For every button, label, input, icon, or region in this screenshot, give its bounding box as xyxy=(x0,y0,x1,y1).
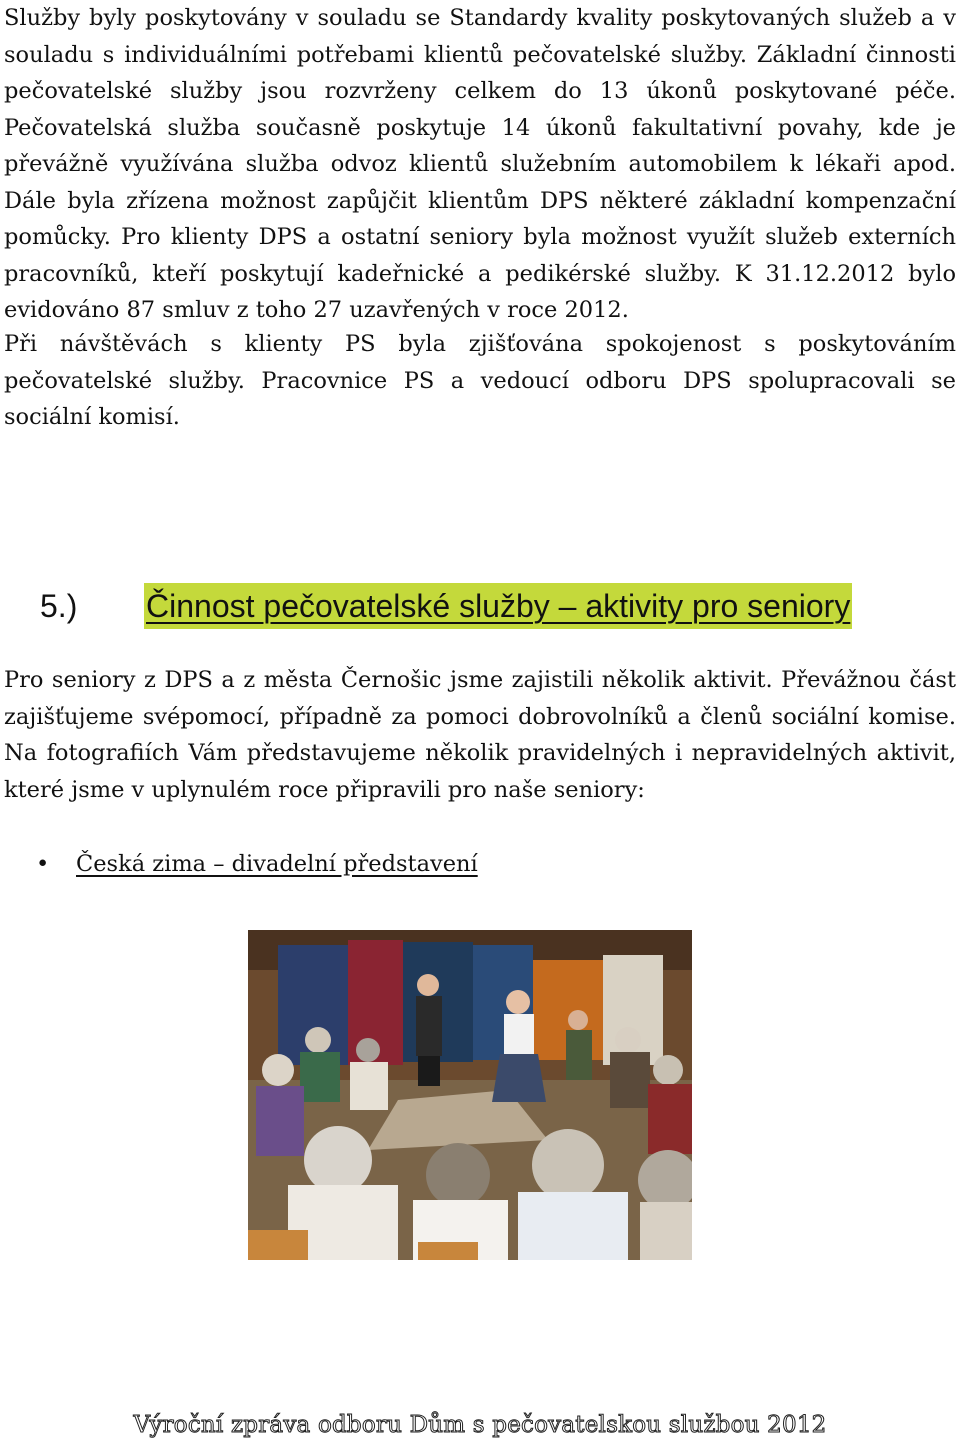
section-number: 5.) xyxy=(40,588,78,624)
intro-paragraph: Služby byly poskytovány v souladu se Standardy kvality poskytovaných služeb a v souladu s individuálními potřebami klientů pečovatelské služby. Základní činnosti pečovatelské služby jsou rozvrženy celkem do 13 úkonů poskytované péče. Pečovatelská služba současně poskytuje 14 úkonů fakultativní povahy, kde je převážně využívána služba odvoz klientů služebním automobilem k lékaři apod. Dále byla zřízena možnost zapůjčit klientům DPS některé základní kompenzační pomůcky. Pro klienty DPS a ostatní seniory byla možnost využít služeb externích pracovníků, kteří poskytují kadeřnické a pedikérské služby. K 31.12.2012 bylo evidováno 87 smluv z toho 27 uzavřených v roce 2012. xyxy=(4,5,956,323)
bullet-list-item xyxy=(36,846,478,882)
section-heading xyxy=(40,583,940,629)
bullet-icon: • xyxy=(36,851,50,877)
page-footer: Výroční zpráva odboru Dům s pečovatelskou službou 2012 xyxy=(133,1412,827,1438)
bullet-text: Česká zima – divadelní představení xyxy=(76,851,478,877)
section-title: Činnost pečovatelské služby – aktivity pro seniory xyxy=(144,583,852,629)
visits-paragraph: Při návštěvách s klienty PS byla zjišťována spokojenost s poskytováním pečovatelské služby. Pracovnice PS a vedoucí odboru DPS spolupracovali se sociální komisí. xyxy=(4,331,956,430)
activity-photo xyxy=(248,930,692,1260)
photo-theatre-performance-icon xyxy=(248,930,692,1260)
activities-paragraph: Pro seniory z DPS a z města Černošic jsme zajistili několik aktivit. Převážnou část zajišťujeme svépomocí, případně za pomoci dobrovolníků a členů sociální komise. Na fotografiích Vám představujeme několik pravidelných i nepravidelných aktivit, které jsme v uplynulém roce připravili pro naše seniory: xyxy=(4,667,956,803)
